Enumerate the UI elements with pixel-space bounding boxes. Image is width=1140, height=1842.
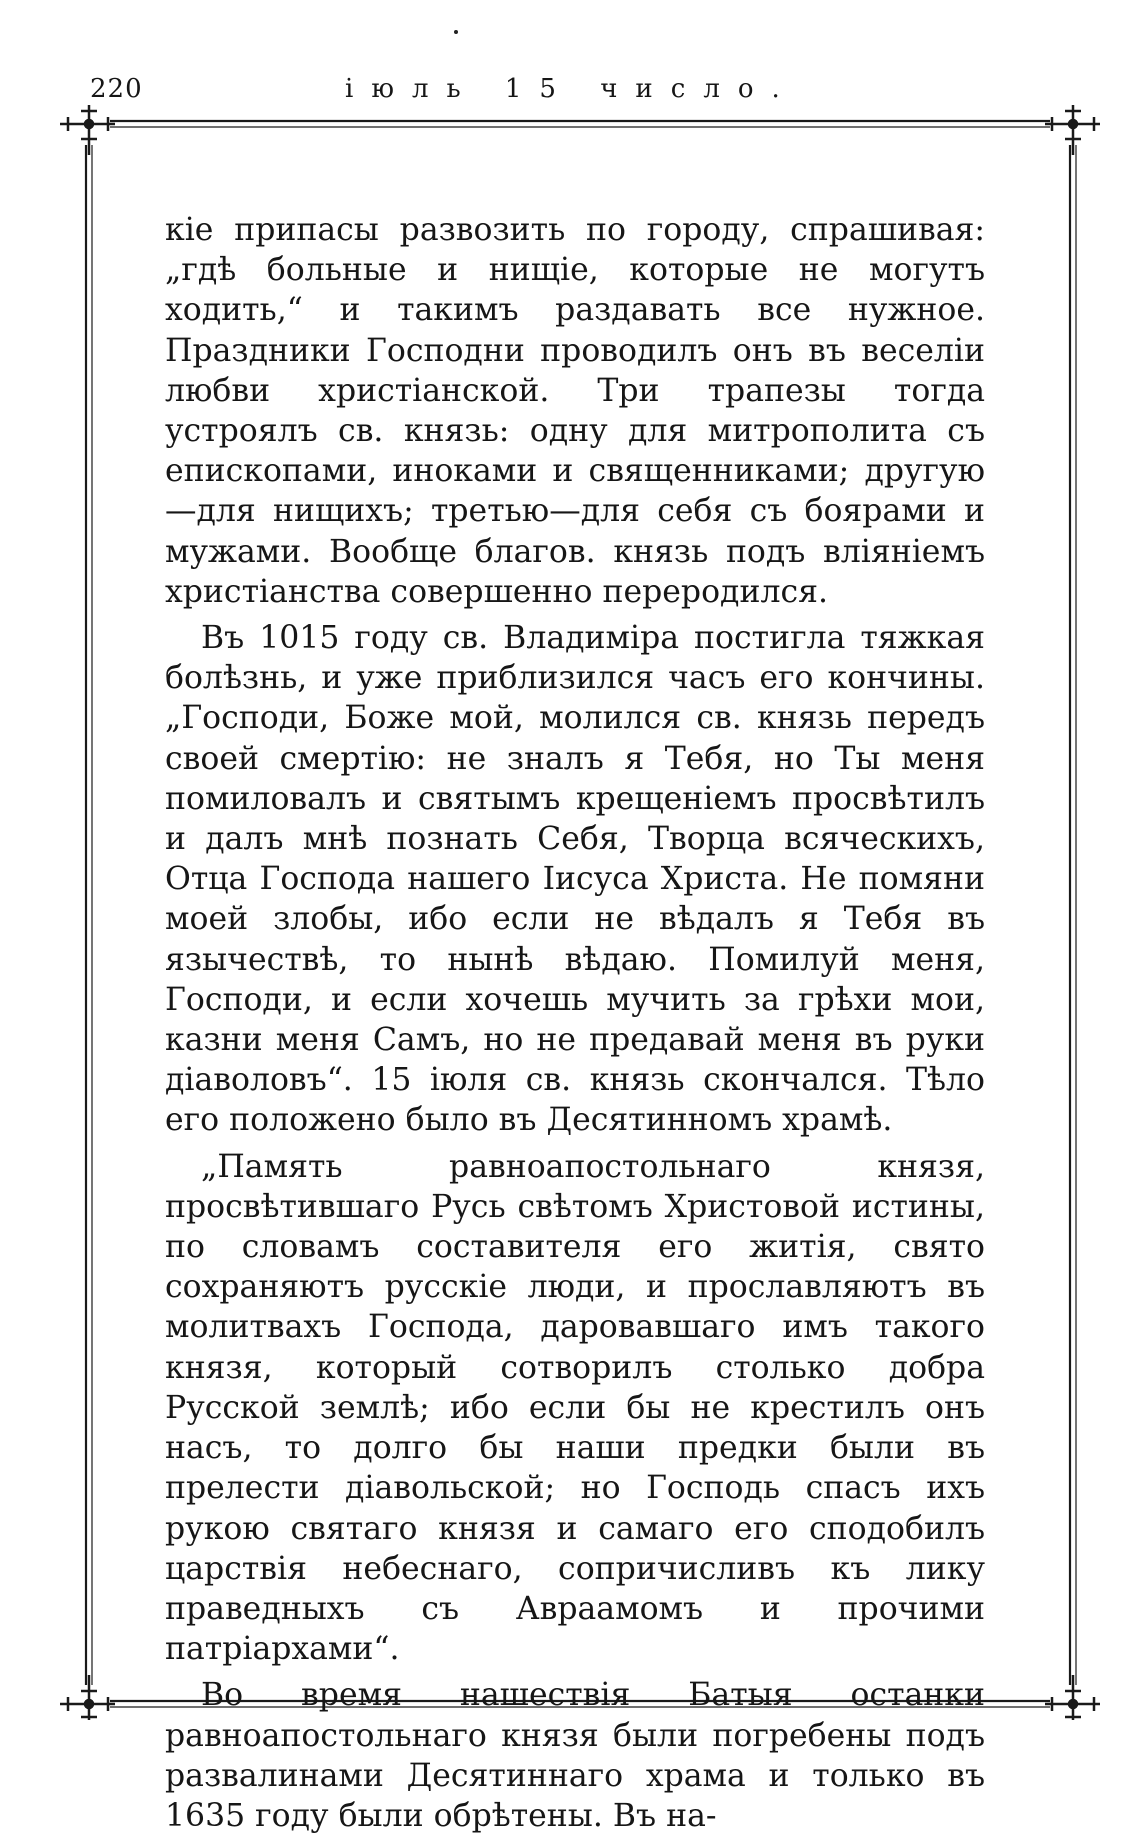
corner-cross-icon [1045,1675,1100,1720]
paragraph: кіе припасы развозить по городу, спрашивая: „гдѣ больные и нищіе, которые не могутъ ходить,“ и такимъ раздавать все нужное. Праздники Господни проводилъ онъ въ веселіи любви христіанской. Три трапезы тогда устроялъ св. князь: одну для митрополита съ епископами, иноками и священниками; другую—для нищихъ; третью—для себя съ боярами и мужами. Вообще благов. князь подъ вліяніемъ христіанства совершенно переродился. [165,212,985,610]
paragraph: „Память равноапостольнаго князя, просвѣтившаго Русь свѣтомъ Христовой истины, по словамъ составителя его житія, свято сохраняютъ русскіе люди, и прославляютъ въ молитвахъ Господа, даровавшаго имъ такого князя, который сотворилъ столько добра Русской землѣ; ибо если бы не крестилъ онъ насъ, то долго бы наши предки были въ прелести діавольской; но Господь спасъ ихъ рукою святаго князя и самаго его сподобилъ царствія небеснаго, сопричисливъ къ лику праведныхъ съ Авраамомъ и прочими патріархами“. [165,1148,985,1668]
paragraph: Во время нашествія Батыя останки равноапостольнаго князя были погребены подъ развалинами Десятиннаго храма и только въ 1635 году были обрѣтены. Въ на- [165,1677,985,1834]
running-head: іюль 15 число. [345,74,798,104]
body-text [165,210,985,1842]
ink-speck [454,30,458,34]
corner-cross-icon [60,105,115,155]
corner-cross-icon [60,1675,115,1720]
paragraph: Въ 1015 году св. Владиміра постигла тяжкая болѣзнь, и уже приблизился часъ его кончины. „Господи, Боже мой, молился св. князь передъ своей смертію: не зналъ я Тебя, но Ты меня помиловалъ и святымъ крещеніемъ просвѣтилъ и далъ мнѣ познать Себя, Творца всяческихъ, Отца Господа нашего Іисуса Христа. Не помяни моей злобы, ибо если не вѣдалъ я Тебя въ язычествѣ, то нынѣ вѣдаю. Помилуй меня, Господи, и если хочешь мучить за грѣхи мои, казни меня Самъ, но не предавай меня въ руки діаволовъ“. 15 іюля св. князь скончался. Тѣло его положено было въ Десятинномъ храмѣ. [165,620,985,1139]
corner-cross-icon [1045,105,1100,155]
page-number: 220 [90,74,143,104]
